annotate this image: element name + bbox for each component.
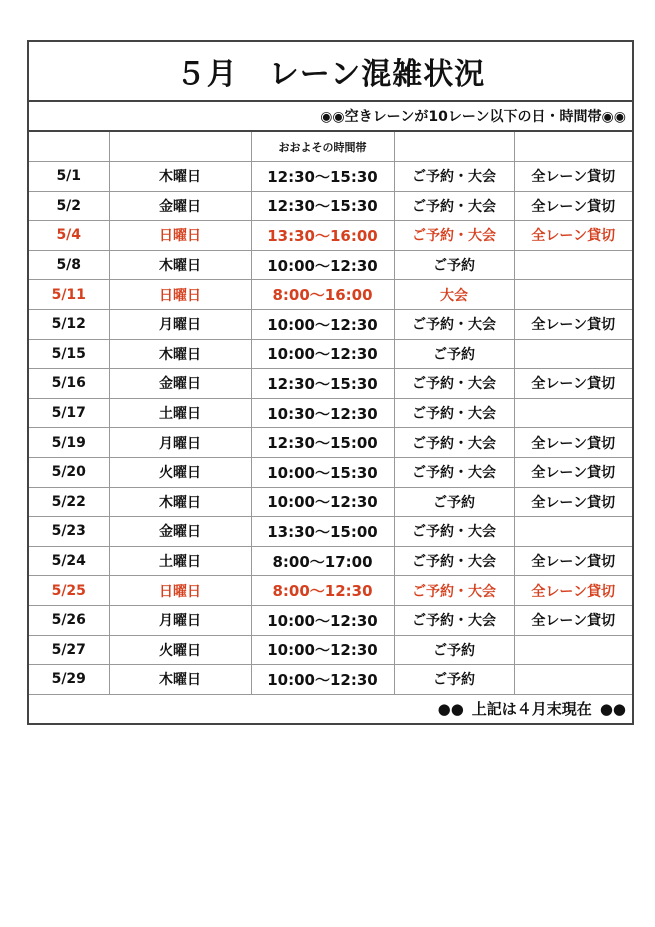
header-date [29, 132, 109, 162]
note-cell: 全レーン貸切 [514, 191, 632, 221]
type-cell: ご予約・大会 [394, 221, 514, 251]
time-cell: 10:00〜12:30 [251, 665, 394, 695]
note-cell [514, 517, 632, 547]
table-row [29, 250, 632, 280]
subtitle-banner: ◉◉空きレーンが10レーン以下の日・時間帯◉◉ [29, 102, 632, 132]
date-cell: 5/16 [29, 369, 109, 399]
time-cell: 13:30〜15:00 [251, 517, 394, 547]
time-cell: 8:00〜16:00 [251, 280, 394, 310]
time-cell: 12:30〜15:30 [251, 369, 394, 399]
note-cell [514, 665, 632, 695]
table-row [29, 162, 632, 192]
table-row [29, 635, 632, 665]
schedule-sheet [27, 40, 634, 725]
note-cell: 全レーン貸切 [514, 605, 632, 635]
day-cell: 火曜日 [109, 635, 251, 665]
page-title: ５月 レーン混雑状況 [29, 42, 632, 102]
note-cell [514, 635, 632, 665]
time-cell: 12:30〜15:30 [251, 191, 394, 221]
note-cell: 全レーン貸切 [514, 221, 632, 251]
day-cell: 月曜日 [109, 309, 251, 339]
type-cell: ご予約・大会 [394, 428, 514, 458]
day-cell: 木曜日 [109, 339, 251, 369]
time-cell: 10:00〜12:30 [251, 339, 394, 369]
footer-note [29, 695, 632, 723]
date-cell: 5/27 [29, 635, 109, 665]
date-cell: 5/19 [29, 428, 109, 458]
header-type [394, 132, 514, 162]
time-cell: 10:00〜15:30 [251, 457, 394, 487]
note-cell: 全レーン貸切 [514, 576, 632, 606]
date-cell: 5/12 [29, 309, 109, 339]
type-cell: ご予約・大会 [394, 457, 514, 487]
table-row [29, 665, 632, 695]
table-header-row [29, 132, 632, 162]
day-cell: 木曜日 [109, 487, 251, 517]
day-cell: 金曜日 [109, 369, 251, 399]
type-cell: 大会 [394, 280, 514, 310]
day-cell: 月曜日 [109, 428, 251, 458]
table-row [29, 369, 632, 399]
type-cell: ご予約・大会 [394, 546, 514, 576]
day-cell: 土曜日 [109, 546, 251, 576]
table-row [29, 605, 632, 635]
date-cell: 5/8 [29, 250, 109, 280]
date-cell: 5/29 [29, 665, 109, 695]
date-cell: 5/24 [29, 546, 109, 576]
note-cell [514, 398, 632, 428]
day-cell: 木曜日 [109, 162, 251, 192]
note-cell: 全レーン貸切 [514, 546, 632, 576]
note-cell: 全レーン貸切 [514, 457, 632, 487]
date-cell: 5/4 [29, 221, 109, 251]
note-cell [514, 280, 632, 310]
type-cell: ご予約・大会 [394, 191, 514, 221]
footer-dots-left: ●● [437, 699, 464, 718]
type-cell: ご予約・大会 [394, 162, 514, 192]
date-cell: 5/2 [29, 191, 109, 221]
time-cell: 12:30〜15:30 [251, 162, 394, 192]
footer-dots-right: ●● [599, 699, 626, 718]
date-cell: 5/20 [29, 457, 109, 487]
header-day [109, 132, 251, 162]
schedule-table [29, 132, 632, 695]
type-cell: ご予約 [394, 339, 514, 369]
table-row [29, 576, 632, 606]
type-cell: ご予約 [394, 665, 514, 695]
table-row [29, 339, 632, 369]
day-cell: 日曜日 [109, 280, 251, 310]
footer-text: 上記は４月末現在 [471, 700, 592, 719]
day-cell: 月曜日 [109, 605, 251, 635]
day-cell: 木曜日 [109, 250, 251, 280]
date-cell: 5/17 [29, 398, 109, 428]
type-cell: ご予約・大会 [394, 605, 514, 635]
time-cell: 10:00〜12:30 [251, 635, 394, 665]
note-cell: 全レーン貸切 [514, 162, 632, 192]
time-cell: 13:30〜16:00 [251, 221, 394, 251]
type-cell: ご予約 [394, 635, 514, 665]
day-cell: 火曜日 [109, 457, 251, 487]
note-cell: 全レーン貸切 [514, 369, 632, 399]
header-note [514, 132, 632, 162]
day-cell: 金曜日 [109, 517, 251, 547]
note-cell [514, 250, 632, 280]
time-cell: 8:00〜12:30 [251, 576, 394, 606]
day-cell: 木曜日 [109, 665, 251, 695]
table-row [29, 487, 632, 517]
header-time: おおよその時間帯 [251, 132, 394, 162]
time-cell: 10:00〜12:30 [251, 309, 394, 339]
date-cell: 5/26 [29, 605, 109, 635]
date-cell: 5/15 [29, 339, 109, 369]
day-cell: 金曜日 [109, 191, 251, 221]
note-cell: 全レーン貸切 [514, 428, 632, 458]
date-cell: 5/25 [29, 576, 109, 606]
table-row [29, 309, 632, 339]
time-cell: 12:30〜15:00 [251, 428, 394, 458]
table-row [29, 457, 632, 487]
time-cell: 8:00〜17:00 [251, 546, 394, 576]
note-cell: 全レーン貸切 [514, 309, 632, 339]
type-cell: ご予約 [394, 487, 514, 517]
note-cell: 全レーン貸切 [514, 487, 632, 517]
type-cell: ご予約・大会 [394, 369, 514, 399]
table-row [29, 517, 632, 547]
time-cell: 10:00〜12:30 [251, 605, 394, 635]
table-row [29, 280, 632, 310]
time-cell: 10:30〜12:30 [251, 398, 394, 428]
note-cell [514, 339, 632, 369]
table-row [29, 221, 632, 251]
date-cell: 5/22 [29, 487, 109, 517]
table-row [29, 428, 632, 458]
date-cell: 5/11 [29, 280, 109, 310]
table-row [29, 546, 632, 576]
time-cell: 10:00〜12:30 [251, 250, 394, 280]
table-row [29, 191, 632, 221]
table-row [29, 398, 632, 428]
time-cell: 10:00〜12:30 [251, 487, 394, 517]
date-cell: 5/1 [29, 162, 109, 192]
day-cell: 日曜日 [109, 221, 251, 251]
date-cell: 5/23 [29, 517, 109, 547]
type-cell: ご予約・大会 [394, 517, 514, 547]
type-cell: ご予約・大会 [394, 309, 514, 339]
type-cell: ご予約・大会 [394, 398, 514, 428]
day-cell: 日曜日 [109, 576, 251, 606]
type-cell: ご予約 [394, 250, 514, 280]
type-cell: ご予約・大会 [394, 576, 514, 606]
day-cell: 土曜日 [109, 398, 251, 428]
